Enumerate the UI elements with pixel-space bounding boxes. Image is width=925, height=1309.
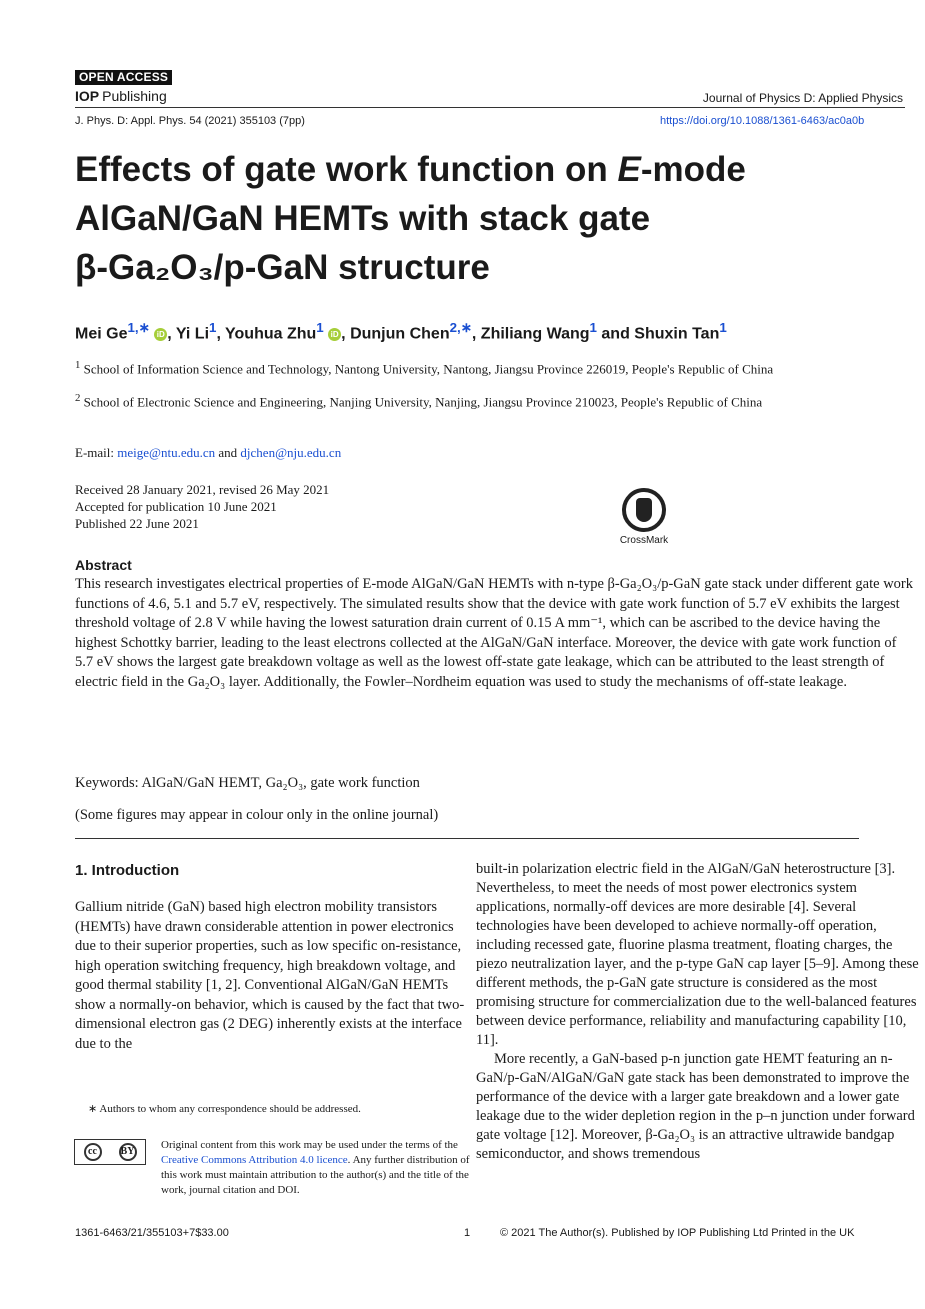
author-1: Mei Ge (75, 325, 128, 343)
author-2: Yi Li (175, 325, 210, 343)
copyright: © 2021 The Author(s). Published by IOP Publishing Ltd Printed in the UK (500, 1227, 855, 1239)
by-icon: BY (119, 1143, 137, 1161)
orcid-icon[interactable]: iD (154, 328, 167, 341)
title-line-2: AlGaN/GaN HEMTs with stack gate (75, 199, 651, 238)
intro-column-2 (476, 860, 925, 1164)
intro-paragraph-2: More recently, a GaN-based p-n junction gate HEMT featuring an n-GaN/p-GaN/AlGaN/GaN gate stack has been demonstrated to improve the performance of the device with a larger gate breakdown and a lower gate leakage due to the wider depletion region in the p–n junction under forward gate voltage [12]. Moreover, β-Ga₂O₃ is an attractive ultrawide bandgap semiconductor, and shows tremendous (476, 1051, 915, 1162)
received-date: Received 28 January 2021, revised 26 May 2021 (75, 482, 330, 497)
abstract-heading: Abstract (75, 557, 132, 573)
author-list: Mei $Ge^{1,∗}$ iD , Yi Li$^1$, Youhua Zhu$^1$ iD , Dunjun Chen$^{2,∗}$, Zhiliang Wang$^1$ and Shuxin Tan$^1$ (75, 320, 727, 343)
author-3: Youhua Zhu (225, 325, 317, 343)
page-number: 1 (464, 1227, 471, 1239)
issn: 1361-6463/21/355103+7$33.00 (75, 1227, 229, 1239)
crossmark-badge[interactable]: CrossMark (615, 488, 673, 546)
email-line: E-mail: meige@ntu.edu.cn and djchen@nju.edu.cn (75, 445, 342, 460)
published-date: Published 22 June 2021 (75, 516, 199, 531)
paper-title (75, 145, 905, 292)
journal-name: Journal of Physics D: Applied Physics (702, 91, 903, 105)
citation: J. Phys. D: Appl. Phys. 54 (2021) 355103 (7pp) (75, 115, 305, 127)
abstract-text: This research investigates electrical properties of E-mode AlGaN/GaN HEMTs with n-type β-Ga₂O₃/p-GaN gate stack under different gate work functions of 4.6, 5.1 and 5.7 eV, respectively. The simulated results show that the device with gate work function of 5.7 eV exhibits the largest threshold voltage of 2.8 V while having the lowest saturation drain current of 0.15 A mm⁻¹, which can be ascribed to the device having the highest Schottky barrier, leading to the least electrons collected at the AlGaN/GaN interface. Moreover, the device with gate work function of 5.7 eV shows the largest gate breakdown voltage as well as the lowest off-state gate leakage, which can be attributed to the least strength of electric field in the Ga₂O₃ layer. Additionally, the Fowler–Nordheim equation was used to study the mechanisms of off-state leakage. (75, 576, 913, 690)
crossmark-icon (622, 488, 666, 532)
cc-icon: cc (84, 1143, 102, 1161)
author-6: Shuxin Tan (634, 325, 720, 343)
accepted-date: Accepted for publication 10 June 2021 (75, 499, 277, 514)
section-divider (75, 838, 859, 839)
intro-column-1: Gallium nitride (GaN) based high electron mobility transistors (HEMTs) have drawn considerable attention in power electronics due to their superior properties, such as low specific on-resistance, high operation switching frequency, high breakdown voltage, and good thermal stability [1, 2]. Conventional AlGaN/GaN HEMTs show a normally-on behavior, which is caused by the fact that two-dimensional electron gas (2 DEG) inherently exists at the interface due to the (75, 899, 465, 1052)
affiliation-1: $^1$ School of Information Science and Technology, Nantong University, Nantong, Jiangsu Province 226019, People's Republic of China (75, 359, 774, 377)
corresponding-note: ∗ Authors to whom any correspondence should be addressed. (88, 1103, 361, 1115)
title-line-1: Effects of gate work function on E-mode (75, 150, 746, 189)
licence-link[interactable]: Creative Commons Attribution 4.0 licence (161, 1154, 348, 1166)
title-line-3: β-Ga₂O₃/p-GaN structure (75, 248, 490, 287)
email-link-1[interactable]: meige@ntu.edu.cn (117, 445, 216, 460)
publisher-rest: Publishing (102, 88, 167, 104)
email-link-2[interactable]: djchen@nju.edu.cn (240, 445, 342, 460)
header-divider (75, 107, 905, 108)
keywords: Keywords: AlGaN/GaN HEMT, Ga₂O₃, gate work function (75, 775, 420, 791)
affiliation-2: $^2$ School of Electronic Science and Engineering, Nanjing University, Nanjing, Jiangsu Province 210023, People's Republic of China (75, 392, 763, 410)
orcid-icon[interactable]: iD (328, 328, 341, 341)
colour-note: (Some figures may appear in colour only in the online journal) (75, 807, 439, 823)
author-5: Zhiliang Wang (480, 325, 590, 343)
intro-heading: 1. Introduction (75, 862, 180, 879)
author-4: Dunjun Chen (350, 325, 450, 343)
publisher-bold: IOP (75, 88, 100, 104)
open-access-badge: OPEN ACCESS (75, 70, 172, 85)
publisher-logo (75, 88, 167, 104)
license-text: Original content from this work may be used under the terms of the Creative Commons Attribution 4.0 licence. Any further distribution of this work must maintain attribution to the author(s) and the title of the work, journal citation and DOI. (161, 1139, 470, 1196)
doi-link[interactable]: https://doi.org/10.1088/1361-6463/ac0a0b (660, 115, 865, 127)
intro-paragraph-1: built-in polarization electric field in the AlGaN/GaN heterostructure [3]. Nevertheless, to meet the needs of most power electronics system applications, normally-off devices are more desirable [4]. Several technologies have been developed to achieve normally-off operation, including recessed gate, fluorine plasma treatment, floating charges, the piezo neutralization layer, and the p-type GaN cap layer [5–9]. Among these different methods, the p-GaN gate structure is considered as the most promising structure for commercialization due to the well-balanced features between device performance, reliability and manufacturing capability [10, 11]. (476, 861, 919, 1048)
